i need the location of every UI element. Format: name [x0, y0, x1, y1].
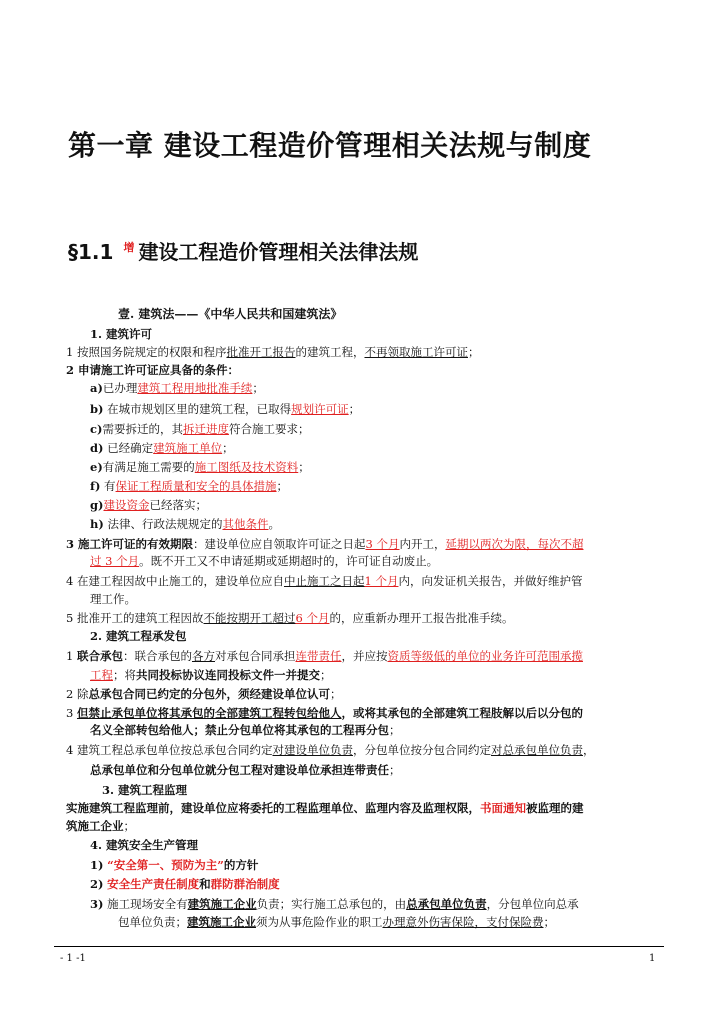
- text-line: [90, 380, 264, 396]
- text-run: 已办理: [102, 381, 138, 395]
- law-heading: 壹. 建筑法——《中华人民共和国建筑法》: [118, 307, 343, 321]
- text-run: 在城市规划区里的建筑工程，已取得: [103, 402, 292, 416]
- text-run: 名义全部转包给他人；禁止分包单位将其承包的工程再分包: [90, 723, 389, 737]
- text-line: [90, 591, 136, 607]
- text-run: 总承包单位负责: [406, 897, 487, 911]
- text-run: 的，应重新办理开工报告批准手续。: [329, 611, 514, 625]
- text-run: 1. 建筑许可: [90, 327, 153, 341]
- text-run: 2. 建筑工程承发包: [90, 629, 187, 643]
- text-run: a): [90, 381, 103, 395]
- text-run: 已经落实；: [149, 498, 207, 512]
- text-run: ；: [298, 460, 310, 474]
- text-line: [90, 876, 280, 892]
- text-run: 书面通知: [480, 801, 526, 815]
- text-run: 5 批准开工的建筑工程因故: [66, 611, 204, 625]
- text-line: [90, 628, 187, 644]
- text-run: 保证工程质量和安全的具体措施: [115, 479, 277, 493]
- text-run: 4 在建工程因故中止施工的，建设单位应自: [66, 574, 284, 588]
- text-line: [90, 497, 207, 513]
- text-line: [66, 742, 594, 758]
- text-run: h): [90, 517, 104, 531]
- text-run: ；: [320, 668, 332, 682]
- text-run: 共同投标协议连同投标文件一并提交: [136, 668, 320, 682]
- text-run: 3 个月: [365, 537, 400, 551]
- text-run: 资质等级低的单位的业务许可范围承揽: [387, 649, 583, 663]
- text-run: 2 申请施工许可证应具备的条件：: [66, 363, 240, 377]
- text-run: ；: [222, 441, 234, 455]
- text-run: 施工现场安全有: [103, 897, 188, 911]
- text-line: [90, 896, 579, 912]
- text-run: 批准开工报告: [226, 345, 296, 359]
- text-run: ；: [467, 345, 480, 359]
- text-run: 和: [199, 877, 211, 891]
- text-line: [66, 800, 584, 816]
- text-run: 施工图纸及技术资料: [194, 460, 299, 474]
- text-run: 有: [100, 479, 116, 493]
- section-mark: 增: [123, 241, 135, 254]
- text-run: ；: [389, 723, 401, 737]
- text-run: 。既不开工又不申请延期或延期超时的，许可证自动废止。: [139, 554, 439, 568]
- footer-rule: [54, 946, 664, 947]
- text-run: 4. 建筑安全生产管理: [90, 838, 199, 852]
- text-run: ；: [252, 381, 264, 395]
- text-run: 1: [66, 649, 77, 663]
- text-run: 对承包合同承担: [214, 649, 296, 663]
- text-run: 1 个月: [364, 574, 399, 588]
- text-run: 4 建筑工程总承包单位按总承包合同约定: [66, 743, 273, 757]
- text-run: ：联合承包的: [122, 649, 192, 663]
- text-run: 建筑施工企业: [187, 897, 257, 911]
- text-run: 。: [268, 517, 280, 531]
- text-run: 筑施工企业: [66, 819, 124, 833]
- text-run: 各方: [191, 649, 215, 663]
- text-run: f): [90, 479, 101, 493]
- chapter-title: 第一章 建设工程造价管理相关法规与制度: [68, 129, 592, 162]
- text-line: [90, 837, 198, 853]
- text-line: [66, 818, 135, 834]
- text-run: 的方针: [223, 858, 259, 872]
- text-run: 中止施工之日起: [283, 574, 365, 588]
- text-run: 群防群治制度: [210, 877, 280, 891]
- text-line: [90, 667, 332, 683]
- section-heading: [68, 236, 418, 265]
- text-line: [90, 459, 310, 475]
- text-run: 过 3 个月: [90, 554, 140, 568]
- text-line: [90, 516, 280, 532]
- text-run: 安全生产责任制度: [107, 877, 200, 891]
- text-run: 1 按照国务院规定的权限和程序: [66, 345, 227, 359]
- text-run: 2): [90, 877, 104, 891]
- text-run: 法律、行政法规规定的: [103, 517, 223, 531]
- text-line: [90, 440, 234, 456]
- section-number: §1.1: [68, 240, 114, 264]
- text-run: 符合施工要求；: [228, 422, 310, 436]
- text-run: 对建设单位负责: [272, 743, 353, 757]
- footer-page-number: 1: [649, 953, 656, 964]
- text-line: [90, 326, 152, 342]
- text-run: 建筑工程用地批准手续: [137, 381, 253, 395]
- text-run: 建筑施工单位: [153, 441, 223, 455]
- text-run: 3 施工许可证的有效期限: [66, 537, 194, 551]
- text-run: ；: [329, 687, 342, 701]
- text-run: “安全第一、预防为主”: [107, 858, 224, 872]
- text-run: 包单位负责；: [118, 915, 187, 929]
- text-run: 须为从事危险作业的职工: [256, 915, 383, 929]
- text-run: 3: [66, 706, 77, 720]
- text-line: [90, 478, 288, 494]
- text-line: [90, 421, 309, 437]
- text-run: ，分包单位向总承: [486, 897, 579, 911]
- text-run: 需要拆迁的，其: [102, 422, 183, 436]
- text-run: 内开工，: [399, 537, 446, 551]
- text-run: ，或将其承包的全部建筑工程肢解以后以分包的: [341, 706, 583, 720]
- text-line: [66, 344, 479, 360]
- text-run: 不再领取施工许可证: [364, 345, 468, 359]
- text-run: 办理意外伤害保险，支付保险费: [382, 915, 544, 929]
- text-line: [66, 686, 341, 702]
- text-line: [90, 553, 438, 569]
- text-line: [90, 401, 360, 417]
- text-run: ；: [123, 819, 135, 833]
- footer-page-label: - 1 -1: [60, 953, 86, 964]
- text-run: ；: [543, 915, 555, 929]
- text-run: ，分包单位按分包合同约定: [352, 743, 491, 757]
- text-run: 内，向发证机关报告，并做好维护管: [398, 574, 583, 588]
- text-line: [66, 610, 513, 626]
- text-run: 延期以两次为限，每次不超: [445, 537, 584, 551]
- text-line: [66, 362, 239, 378]
- text-run: 不能按期开工超过: [203, 611, 296, 625]
- text-run: 建设资金: [103, 498, 150, 512]
- text-line: [66, 648, 583, 664]
- text-run: 总承包单位和分包单位就分包工程对建设单位承担连带责任: [90, 763, 389, 777]
- text-run: 对总承包单位负责: [490, 743, 583, 757]
- text-run: 总承包合同已约定的分包外，须经建设单位认可: [88, 687, 330, 701]
- text-line: [102, 782, 187, 798]
- text-run: 拆迁进度: [182, 422, 229, 436]
- text-run: 理工作。: [90, 592, 136, 606]
- text-run: b): [90, 402, 104, 416]
- text-run: 的建筑工程，: [295, 345, 365, 359]
- text-run: 联合承包: [76, 649, 123, 663]
- text-run: ；: [276, 479, 289, 493]
- text-run: ：建设单位应自领取许可证之日起: [193, 537, 366, 551]
- text-line: [90, 762, 401, 778]
- text-run: ；: [389, 763, 401, 777]
- text-run: 但禁止承包单位将其承包的全部建筑工程转包给他人: [76, 706, 342, 720]
- text-run: ；将: [113, 668, 136, 682]
- text-run: d): [90, 441, 104, 455]
- text-run: 已经确定: [103, 441, 154, 455]
- text-run: 1): [90, 858, 104, 872]
- text-line: [66, 705, 583, 721]
- text-line: [66, 536, 584, 552]
- text-run: ，并应按: [341, 649, 388, 663]
- text-run: 被监理的建: [526, 801, 584, 815]
- text-run: 建筑施工企业: [187, 915, 256, 929]
- text-run: ；: [348, 402, 361, 416]
- text-run: e): [90, 460, 103, 474]
- text-line: [66, 573, 582, 589]
- text-line: [90, 857, 258, 873]
- text-run: 3): [90, 897, 104, 911]
- text-run: 其他条件: [222, 517, 269, 531]
- text-run: 规划许可证: [291, 402, 349, 416]
- text-run: 有满足施工需要的: [102, 460, 195, 474]
- text-run: 3. 建筑工程监理: [102, 783, 188, 797]
- text-run: 6 个月: [295, 611, 330, 625]
- text-run: c): [90, 422, 103, 436]
- text-line: [118, 914, 555, 930]
- text-run: g): [90, 498, 104, 512]
- section-title: 建设工程造价管理相关法律法规: [138, 240, 419, 264]
- text-line: [90, 722, 401, 738]
- text-run: 工程: [90, 668, 113, 682]
- text-run: 连带责任: [295, 649, 342, 663]
- text-run: 负责；实行施工总承包的，由: [256, 897, 407, 911]
- text-run: ，: [582, 743, 595, 757]
- text-run: 2 除: [66, 687, 89, 701]
- text-run: 实施建筑工程监理前，建设单位应将委托的工程监理单位、监理内容及监理权限，: [66, 801, 480, 815]
